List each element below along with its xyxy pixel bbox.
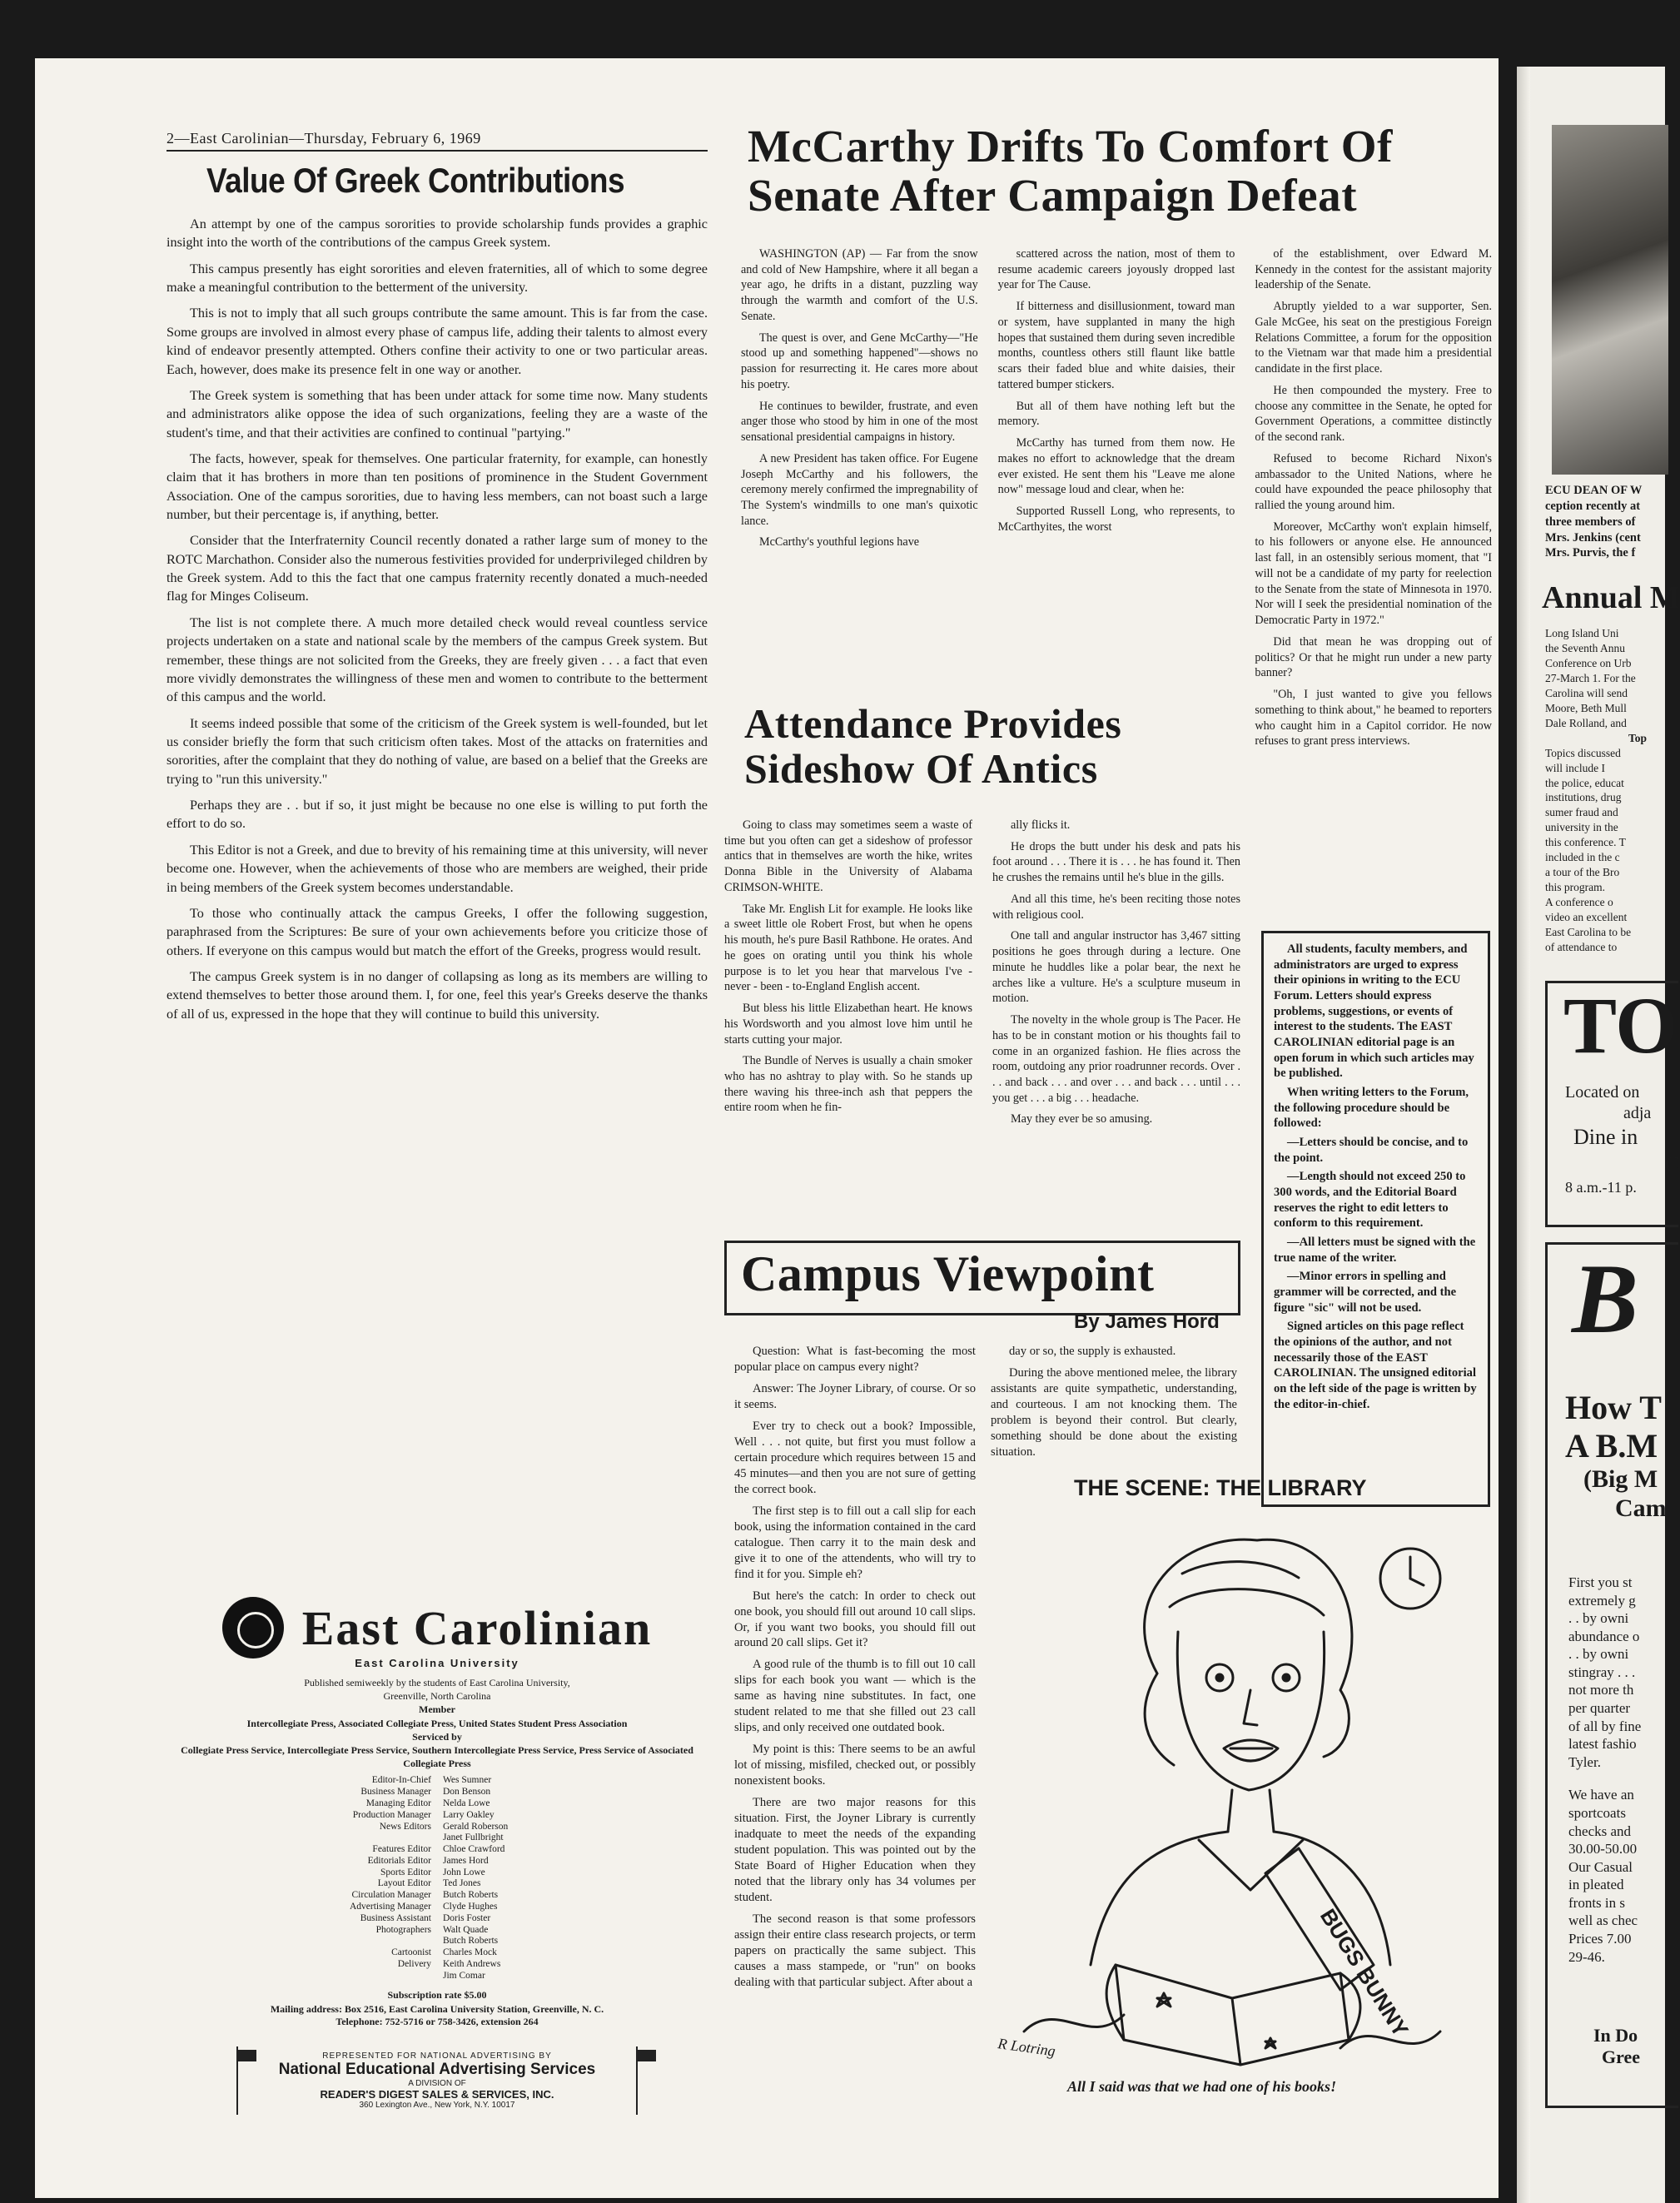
staff-role: Advertising Manager <box>349 1902 431 1912</box>
viewpoint-column <box>734 1344 976 1997</box>
story-line: Dale Rolland, and <box>1545 716 1627 729</box>
story-paragraph: During the above mentioned melee, the library assistants are quite sympathetic, understanding, and courteous. I am not knocking them. The problem is beyond their control. But clearly, something should be done about the existing situation. <box>991 1365 1237 1459</box>
story-line: of attendance to <box>1545 941 1618 954</box>
location-line: Greenville, North Carolina <box>383 1690 491 1703</box>
ad-line: checks and <box>1568 1823 1632 1839</box>
annual-headline: Annual M <box>1542 580 1680 615</box>
serviced-label: Serviced by <box>412 1730 462 1743</box>
staff-box <box>262 1775 612 1982</box>
ad-line: 8 a.m.-11 p. <box>1565 1179 1637 1196</box>
masthead-university: East Carolina University <box>355 1657 519 1669</box>
staff-role: Photographers <box>375 1924 431 1935</box>
cartoonist-signature: R Lotring <box>997 2035 1057 2060</box>
rules-paragraph: All students, faculty members, and administrators are urged to express their opinions in writing to the ECU Forum. Letters should express problems, suggestions, or events of interest to the students. The EAST CAROLINIAN editorial page is an open forum in which such articles may be published. <box>1274 942 1474 1081</box>
ad-headline-line: How T <box>1565 1389 1662 1426</box>
story-line: a tour of the Bro <box>1545 866 1620 879</box>
staff-role: Business Manager <box>360 1787 431 1798</box>
editorial-paragraph: Perhaps they are . . but if so, it just might be because no one else is willing to put forth the effort to do so. <box>167 798 708 832</box>
story-paragraph: Supported Russell Long, who represents, to McCarthyites, the worst <box>997 505 1235 534</box>
story-line: 27-March 1. For the <box>1545 671 1636 684</box>
rules-paragraph: —Letters should be concise, and to the point. <box>1274 1136 1469 1165</box>
rules-paragraph: —Minor errors in spelling and grammer will be corrected, and the figure "sic" will not be used. <box>1274 1270 1457 1315</box>
story-paragraph: Abruptly yielded to a war supporter, Sen. Gale McGee, his seat on the prestigious Foreign Relations Committee, a forum for the opposition to the Vietnam war that made him a presidential candidate in the first place. <box>1255 300 1493 376</box>
story-paragraph: And all this time, he's been reciting those notes with religious cool. <box>992 892 1240 922</box>
clothing-ad-body <box>1568 1574 1641 1966</box>
story-paragraph: But here's the catch: In order to check out one book, you should fill out around 10 call slips. Or, if you want two books, you should fill out around 20 call slips. Get it? <box>734 1589 976 1650</box>
mccarthy-column <box>998 246 1235 755</box>
attendance-story <box>724 818 1240 1133</box>
clothing-ad-footer <box>1593 2025 1640 2069</box>
published-line: Published semiweekly by the students of East Carolina University, <box>304 1677 570 1688</box>
story-line: Moore, Beth Mull <box>1545 701 1627 714</box>
story-paragraph: The novelty in the whole group is The Pacer. He has to be in constant motion or his thoughts fail to come in an organized fashion. He flies across the room, outdoing any prior roadrunner records. Over . . . and back . . . and over . . . and back . . . until . . . you get . . . a big . . . headache. <box>992 1013 1240 1105</box>
ad-line: per quarter <box>1568 1700 1631 1717</box>
story-line: Carolina will send <box>1545 686 1628 699</box>
story-paragraph: He continues to bewilder, frustrate, and even anger those who stood by him in one of the most sensational presidential campaigns in history. <box>741 399 978 445</box>
story-paragraph: He then compounded the mystery. Free to choose any committee in the Senate, he opted for Government Operations, a committee distinctly of the second rank. <box>1255 383 1493 445</box>
ad-line: . . by owni <box>1568 1610 1629 1627</box>
masthead-publication-info <box>167 1676 708 1770</box>
national-advertising-text <box>256 2051 619 2110</box>
story-paragraph: Going to class may sometimes seem a waste of time but you often can get a sideshow of professor antics that in themselves are worth the hike, writes Donna Bible in the University of Alabama CRIMSON-WHITE. <box>724 818 972 894</box>
editorial-headline: Value Of Greek Contributions <box>206 162 625 200</box>
story-paragraph: May they ever be so amusing. <box>1011 1112 1153 1126</box>
member-of-line: Intercollegiate Press, Associated Collegiate Press, United States Student Press Association <box>246 1717 628 1729</box>
gutter-shadow <box>1517 67 1530 2203</box>
story-paragraph: McCarthy's youthful legions have <box>759 535 920 550</box>
caption-line: Mrs. Jenkins (cent <box>1545 530 1641 545</box>
staff-name: Clyde Hughes <box>443 1902 498 1912</box>
ad-line: Tyler. <box>1568 1753 1601 1770</box>
story-line: Long Island Uni <box>1545 627 1619 639</box>
ad-line: We have an <box>1568 1787 1634 1803</box>
editorial-paragraph: Consider that the Interfraternity Council recently donated a rather large sum of money to the ROTC Marchathon. Consider also the numerous festivities provided for underprivileged children by the Greek system. Add to this the fact that one campus fraternity recently donated a much-needed flag for Minges Coliseum. <box>167 533 708 604</box>
story-line: the police, educat <box>1545 776 1624 789</box>
story-paragraph: WASHINGTON (AP) — Far from the snow and cold of New Hampshire, where it all began a year ago, he drifts in a distant, puzzling way through the warmth and comfort of the U.S. Senate. <box>741 247 978 323</box>
editorial-paragraph: This is not to imply that all such groups contribute the same amount. This is far from the case. Some groups are involved in almost every phase of campus life, adding their talents to almost every kind of endeavor presently attempted. Others confine their activity to one or two particular areas. Each, however, does make its presence felt in one way or another. <box>167 306 708 377</box>
story-paragraph: Question: What is fast-becoming the most popular place on campus every night? <box>734 1345 976 1374</box>
ad-line: Prices 7.00 <box>1568 1930 1632 1947</box>
ad-line: latest fashio <box>1568 1736 1637 1753</box>
story-line: the Seventh Annu <box>1545 641 1625 654</box>
story-paragraph: Moreover, McCarthy won't explain himself, to his followers or anyone else. He announced last fall, in an ostensibly serious moment, that "I will not be a candidate of my party for reelection to the Senate from the state of Minnesota in 1970. Nor will I seek the presidential nomination of the Democratic Party in 1972." <box>1255 520 1493 628</box>
ad-line: stingray . . . <box>1568 1663 1636 1680</box>
editorial-paragraph: To those who continually attack the campus Greeks, I offer the following suggestion, paraphrased from the Scriptures: Be sure of your own achievements before you criticize those of others. If everyone on this campus would but match the effort of the Greeks, progress would result. <box>167 905 708 958</box>
story-paragraph: Take Mr. English Lit for example. He looks like a sweet little ole Robert Frost, but when he opens his mouth, he's pure Basil Rathbone. He orates. And he goes on orating until you think his whole purpose is to let you hear that marvelous I've - never - been - to-England English accent. <box>724 902 972 994</box>
staff-role <box>262 1971 431 1982</box>
staff-name: Janet Fullbright <box>443 1833 504 1843</box>
mccarthy-column <box>1255 246 1492 755</box>
story-paragraph: If bitterness and disillusionment, toward man or system, have supplanted in many the high hopes that sustained them during seven incredible months, countless others still flaunt like battle scars their faded blue and white daisies, their tattered bumper stickers. <box>997 300 1235 391</box>
staff-name: Ted Jones <box>443 1878 481 1889</box>
staff-role <box>262 1833 431 1844</box>
story-paragraph: But all of them have nothing left but the memory. <box>997 399 1235 429</box>
story-line: Topics discussed <box>1545 746 1621 759</box>
staff-name: John Lowe <box>443 1867 485 1877</box>
story-line: East Carolina to be <box>1545 926 1632 939</box>
story-paragraph: Answer: The Joyner Library, of course. Or so it seems. <box>734 1381 976 1411</box>
staff-role: Managing Editor <box>365 1798 431 1808</box>
story-paragraph: McCarthy has turned from them now. He makes no effort to acknowledge that the dream ever existed. He sent them his "Leave me alone now" message loud and clear, when he: <box>997 436 1235 497</box>
mccarthy-column <box>741 246 978 755</box>
caption-line: Mrs. Purvis, the f <box>1545 546 1636 560</box>
ad-line: extremely g <box>1568 1592 1636 1609</box>
staff-name: Chloe Crawford <box>443 1844 505 1855</box>
national-advertising-box <box>229 2041 645 2115</box>
story-line: included in the c <box>1545 851 1620 864</box>
staff-name: Keith Andrews <box>443 1959 501 1970</box>
staff-role: Editorials Editor <box>367 1855 431 1866</box>
torch-icon <box>229 2046 246 2115</box>
ad-headline-line: (Big M <box>1583 1465 1658 1493</box>
ad-line: of all by fine <box>1568 1718 1642 1734</box>
story-paragraph: "Oh, I just wanted to give you fellows something to think about," he beamed to reporters who caught him in a Capitol corridor. He now refuses to grant press interviews. <box>1255 688 1493 748</box>
staff-role: Sports Editor <box>380 1867 431 1877</box>
story-paragraph: There are two major reasons for this situation. First, the Joyner Library is currently inadquate to meet the needs of the expanding student population. This was pointed out by the State Board of Higher Education when they noted that the library only has 34 volumes per student. <box>734 1796 976 1904</box>
rules-paragraph: —Length should not exceed 250 to 300 words, and the Editorial Board reserves the right to edit letters to conform to this requirement. <box>1274 1170 1466 1231</box>
story-paragraph: He drops the butt under his desk and pats his foot around . . . There it is . . . he has found it. Then he crushes the remains until he's blue in the gills. <box>992 839 1240 885</box>
story-line: this conference. T <box>1545 836 1626 849</box>
staff-role: Editor-In-Chief <box>371 1775 431 1786</box>
ad-line: First you st <box>1568 1574 1633 1590</box>
story-line: this program. <box>1545 881 1605 894</box>
story-paragraph: But bless his little Elizabethan heart. He knows his Wordsworth and you almost love him until he starts cutting your major. <box>724 1002 972 1047</box>
caption-line: ception recently at <box>1545 499 1641 513</box>
mccarthy-headline-line: McCarthy Drifts To Comfort Of <box>748 121 1394 172</box>
story-line: will include I <box>1545 761 1605 774</box>
ad-line: in pleated <box>1568 1877 1624 1893</box>
staff-name: Doris Foster <box>443 1912 491 1923</box>
editorial-paragraph: The list is not complete there. A much more detailed check would reveal countless service projects undertaken on a state and national scale by the members of the campus Greek system. But remember, these things are not solicited from the Greeks, they are freely given . . . a fact that even more vividly demonstrates the willingness of these men and women to contribute to the betterment of this campus and the world. <box>167 614 708 705</box>
attendance-headline <box>744 701 1122 791</box>
ad-line: . . by owni <box>1568 1646 1629 1663</box>
story-paragraph: The Bundle of Nerves is usually a chain smoker who has no ashtray to play with. So he stands up there waving his three-inch ash that peppers the entire room when he fin- <box>724 1054 972 1115</box>
staff-name: Jim Comar <box>443 1970 485 1981</box>
photo-caption <box>1545 483 1642 561</box>
topics-subhead: Top <box>1628 731 1648 744</box>
staff-name: Charles Mock <box>443 1947 497 1958</box>
telephone-line: Telephone: 752-5716 or 758-3426, extension 264 <box>336 2015 539 2027</box>
staff-role: Business Assistant <box>360 1912 431 1923</box>
restaurant-ad-text <box>1565 1082 1679 1197</box>
staff-role: Delivery <box>397 1959 431 1970</box>
campus-viewpoint-byline: By James Hord <box>1074 1310 1220 1333</box>
staff-name: Walt Quade <box>443 1924 489 1935</box>
editorial-body <box>167 215 708 1031</box>
story-paragraph: The quest is over, and Gene McCarthy—"He stood up and something happened"—shows no passion for resurrecting it. He cares more about his poetry. <box>741 331 978 391</box>
story-paragraph: scattered across the nation, most of them to resume academic careers joyously dropped last year for The Cause. <box>997 247 1235 292</box>
story-paragraph: A good rule of the thumb is to fill out 10 call slips for each book you want — which is the same as having nine substitutes. In fact, one student related to me that she filled out 23 call slips, and only received one outdated book. <box>734 1658 976 1735</box>
story-line: video an excellent <box>1545 911 1628 924</box>
story-line: institutions, drug <box>1545 791 1622 804</box>
story-paragraph: Refused to become Richard Nixon's ambassador to the United Nations, where he could have expounded the peace philosophy that rallied the young around him. <box>1255 451 1493 513</box>
story-paragraph: day or so, the supply is exhausted. <box>1009 1345 1176 1358</box>
story-line: sumer fraud and <box>1545 806 1618 819</box>
masthead-title <box>167 1597 708 1658</box>
attendance-column <box>992 818 1240 1133</box>
rules-paragraph: When writing letters to the Forum, the following procedure should be followed: <box>1274 1086 1469 1131</box>
story-paragraph: of the establishment, over Edward M. Kennedy in the contest for the assistant majority leadership of the Senate. <box>1255 247 1493 292</box>
story-paragraph: ally flicks it. <box>1011 818 1071 832</box>
bugs-bunny-sign: BUGS BUNNY <box>1315 1904 1414 2041</box>
story-line: university in the <box>1545 821 1618 834</box>
staff-name: Nelda Lowe <box>443 1798 490 1808</box>
staff-name: Larry Oakley <box>443 1809 495 1820</box>
mailing-address: Mailing address: Box 2516, East Carolina University Station, Greenville, N. C. <box>270 2002 604 2015</box>
ad-line: 30.00-50.00 <box>1568 1841 1638 1857</box>
caption-line: three members of <box>1545 515 1636 529</box>
staff-role <box>262 1936 431 1947</box>
staff-role: Features Editor <box>372 1844 431 1855</box>
ad-line: not more th <box>1568 1682 1634 1698</box>
ad-footer-line: In Do <box>1593 2025 1638 2046</box>
editorial-paragraph: The Greek system is something that has been under attack for some time now. Many students and administrators alike oppose the idea of such organizations, feeling they are a waste of the student's time, and that their activities are confined to continual "partying." <box>167 387 708 440</box>
story-line: A conference o <box>1545 896 1613 909</box>
story-paragraph: Ever try to check out a book? Impossible, Well . . . not quite, but first you must follow a certain procedure which requires between 15 and 45 minutes—and then you are not sure of getting the correct book. <box>734 1419 976 1496</box>
caption-line: ECU DEAN OF W <box>1545 484 1643 497</box>
ad-line: C <box>1665 1151 1680 1176</box>
dean-photo <box>1552 125 1668 475</box>
subscription-rate: Subscription rate $5.00 <box>387 1988 487 2001</box>
story-paragraph: Did that mean he was dropping out of politics? Or that he might run under a new party banner? <box>1255 634 1493 680</box>
torch-icon <box>629 2046 645 2115</box>
story-paragraph: The second reason is that some professors assign their entire class research projects, or term papers on practically the same subject. This causes a mass stampede, or "run" on books dealing with that particular subject. After about a <box>734 1912 976 1989</box>
ad-footer-line: Gree <box>1602 2046 1641 2068</box>
cartoon-title: THE SCENE: THE LIBRARY <box>1074 1475 1367 1500</box>
masthead-name: East Carolinian <box>301 1600 653 1655</box>
page-folio: 2—East Carolinian—Thursday, February 6, 1969 <box>167 130 481 147</box>
story-paragraph: A new President has taken office. For Eugene Joseph McCarthy and his followers, the ceremony merely confirmed the impregnability of The System's windmills to one man's quixotic lance. <box>741 451 978 528</box>
mccarthy-story <box>741 246 1492 755</box>
ad-line: Dine in <box>1573 1125 1638 1149</box>
ad-line: fronts in s <box>1568 1894 1625 1911</box>
restaurant-ad-title: TO <box>1563 981 1678 1070</box>
story-paragraph: The first step is to fill out a call slip for each book, using the information contained in the card catalogue. Then carry it to the main desk and give it to one of the attendents, who will try to find it for you. Simple eh? <box>734 1504 976 1581</box>
annual-story <box>1545 626 1647 955</box>
ad-line: Located on <box>1565 1083 1640 1102</box>
staff-role: Production Manager <box>352 1809 431 1820</box>
nat-line: National Educational Advertising Services <box>278 2060 596 2078</box>
viewpoint-column <box>991 1344 1237 1466</box>
staff-name: Gerald Roberson <box>443 1821 509 1832</box>
story-paragraph: One tall and angular instructor has 3,467 sitting positions he goes through during a lecture. One minute he huddles like a polar bear, the next he arches like a vulture. He's a sculpture museum in motion. <box>992 929 1240 1006</box>
campus-viewpoint-title: Campus Viewpoint <box>741 1246 1155 1301</box>
nat-line: A DIVISION OF <box>408 2078 466 2088</box>
mccarthy-headline-line: Senate After Campaign Defeat <box>748 170 1358 221</box>
staff-role: Circulation Manager <box>351 1890 431 1901</box>
clothing-ad-logo: B <box>1572 1243 1639 1354</box>
staff-name: Wes Sumner <box>443 1775 492 1786</box>
editorial-paragraph: This campus presently has eight sororities and eleven fraternities, all of which to some degree make a meaningful contribution to the betterment of the university. <box>167 261 708 296</box>
editorial-paragraph: It seems indeed possible that some of the criticism of the Greek system is well-founded, but let us consider briefly the form that such criticism often takes. Most of the attacks on fraternities and sororities, after the complaint that they do nothing of value, are based on a belief that the Greeks are trying to "run this university." <box>167 715 708 787</box>
rules-paragraph: Signed articles on this page reflect the opinions of the author, and not necessarily those of the EAST CAROLINIAN. The unsigned editorial on the left side of the page is written by the editor-in-chief. <box>1274 1320 1477 1411</box>
editorial-paragraph: The facts, however, speak for themselves. One particular fraternity, for example, can honestly claim that it has brothers in more than ten positions of prominence in the Student Government Association. One of the campus sororities, due to having less members, can not boast such a large number, but their percentage is, if anything, better. <box>167 450 708 523</box>
ad-line <box>1568 1771 1641 1786</box>
staff-role: Cartoonist <box>391 1947 431 1958</box>
library-cartoon <box>991 1499 1457 2081</box>
university-seal-icon <box>222 1597 284 1658</box>
story-paragraph: My point is this: There seems to be an awful lot of missing, misfiled, checked out, or possibly nonexistent books. <box>734 1743 976 1788</box>
ad-line: abundance o <box>1568 1628 1640 1644</box>
attendance-headline-line: Sideshow Of Antics <box>744 745 1098 792</box>
ad-headline-line: A B.M <box>1565 1427 1658 1465</box>
ad-line: sportcoats <box>1568 1804 1626 1821</box>
staff-name: Don Benson <box>443 1787 491 1798</box>
serviced-by-line: Collegiate Press Service, Intercollegiate Press Service, Southern Intercollegiate Press Service, Press Service of Associated Collegiate Press <box>181 1743 693 1770</box>
staff-role: Layout Editor <box>377 1878 431 1889</box>
attendance-headline-line: Attendance Provides <box>744 700 1122 747</box>
ad-line: well as chec <box>1568 1912 1638 1929</box>
mccarthy-headline <box>748 122 1393 221</box>
clothing-ad-headline <box>1565 1389 1667 1523</box>
member-label: Member <box>419 1703 455 1716</box>
staff-role: News Editors <box>379 1821 431 1832</box>
staff-name: Butch Roberts <box>443 1936 499 1947</box>
forum-rules-box <box>1261 931 1490 1507</box>
nat-line: READER'S DIGEST SALES & SERVICES, INC. <box>320 2087 554 2101</box>
ad-line: adja <box>1623 1104 1652 1122</box>
story-line: Conference on Urb <box>1545 656 1632 669</box>
nat-line: REPRESENTED FOR NATIONAL ADVERTISING BY <box>322 2051 552 2061</box>
cartoon-caption: All I said was that we had one of his books! <box>1067 2078 1337 2095</box>
staff-name: James Hord <box>443 1855 489 1866</box>
nat-line: 360 Lexington Ave., New York, N.Y. 10017 <box>359 2100 515 2110</box>
ad-line: 29-46. <box>1568 1948 1605 1965</box>
editorial-paragraph: An attempt by one of the campus sororities to provide scholarship funds provides a graphic insight into the worth of the contributions of the campus Greek system. <box>167 216 708 251</box>
masthead <box>167 1597 708 2115</box>
attendance-column <box>724 818 972 1133</box>
editorial-paragraph: This Editor is not a Greek, and due to brevity of his remaining time at this university, will never become one. However, when the achievements of those who are members are weighed, their pride in being members of the Greek system becomes understandable. <box>167 842 708 895</box>
folio-rule <box>167 150 708 152</box>
ad-line: Our Casual <box>1568 1858 1633 1875</box>
staff-name: Butch Roberts <box>443 1890 499 1901</box>
editorial-paragraph: The campus Greek system is in no danger of collapsing as long as its members are willing to extend themselves to better those around them. I, for one, feel this year's Greeks deserve the thanks of all of us, expressed in the hope that they will continue to build this university. <box>167 968 708 1022</box>
ad-headline-line: Cam <box>1615 1494 1667 1522</box>
rules-paragraph: —All letters must be signed with the true name of the writer. <box>1274 1236 1476 1265</box>
